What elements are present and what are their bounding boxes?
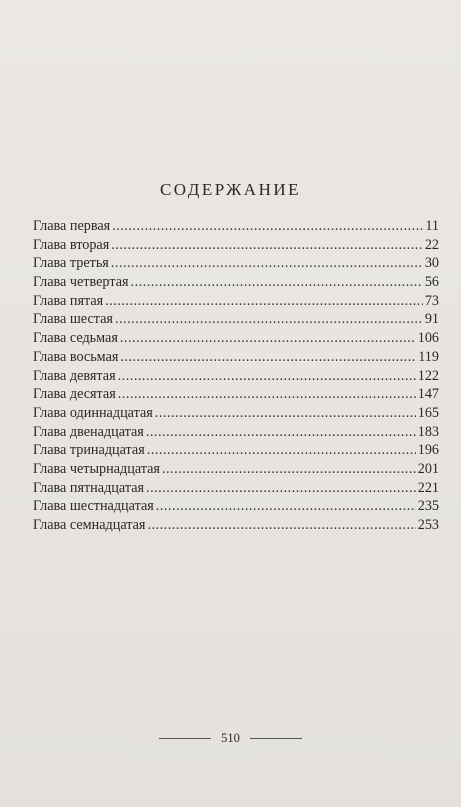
toc-entry — [33, 404, 439, 423]
toc-entry — [33, 292, 439, 311]
toc-entry — [33, 441, 439, 460]
toc-entry-page: 119 — [418, 348, 439, 365]
toc-entry-page: 253 — [417, 517, 439, 533]
toc-entry-label: Глава одиннадцатая — [33, 404, 153, 421]
toc-entry-label: Глава пятая — [33, 292, 104, 309]
toc-entry — [33, 367, 439, 386]
footer-rule-right — [250, 738, 302, 739]
toc-entry — [33, 329, 439, 348]
toc-entry-label: Глава пятнадцатая — [33, 479, 145, 496]
toc-entry — [33, 497, 439, 516]
toc-leader-dots — [120, 348, 416, 367]
toc-entry-page: 183 — [417, 423, 439, 440]
toc-entry — [33, 479, 439, 498]
toc-entry-page: 73 — [424, 292, 439, 309]
toc-entry-page: 196 — [417, 442, 439, 459]
toc-entry-label: Глава четырнадцатая — [33, 460, 160, 477]
toc-entry-page: 201 — [417, 460, 439, 477]
toc-entry — [33, 310, 439, 329]
toc-entry-label: Глава четвертая — [33, 274, 129, 291]
toc-leader-dots — [146, 423, 416, 442]
toc-leader-dots — [155, 404, 416, 423]
toc-leader-dots — [115, 310, 423, 329]
toc-leader-dots — [147, 516, 415, 535]
toc-entry-label: Глава восьмая — [33, 348, 119, 365]
toc-entry-label: Глава вторая — [33, 236, 110, 253]
toc-entry-label: Глава третья — [33, 255, 109, 272]
toc-leader-dots — [112, 217, 423, 236]
toc-entry-label: Глава семнадцатая — [33, 517, 146, 533]
toc-entry-page: 91 — [424, 311, 439, 328]
toc-entry-label: Глава шестнадцатая — [33, 498, 154, 515]
toc-entry-page: 11 — [425, 218, 439, 234]
toc-entry-page: 30 — [424, 255, 439, 272]
toc-entry-label: Глава первая — [33, 218, 111, 234]
toc-entry — [33, 273, 439, 292]
toc-entry-label: Глава седьмая — [33, 330, 118, 347]
toc-entry-page: 106 — [417, 330, 439, 347]
toc-leader-dots — [147, 441, 416, 460]
toc-entry-label: Глава девятая — [33, 367, 116, 384]
toc-entry — [33, 460, 439, 479]
toc-entry-label: Глава тринадцатая — [33, 442, 145, 459]
table-of-contents — [33, 217, 439, 535]
toc-entry-page: 235 — [417, 498, 439, 515]
page-title: СОДЕРЖАНИЕ — [159, 180, 302, 199]
toc-entry-page: 56 — [424, 274, 439, 291]
toc-leader-dots — [111, 254, 423, 273]
page-number: 510 — [221, 731, 240, 745]
toc-leader-dots — [162, 460, 416, 479]
toc-entry-label: Глава двенадцатая — [33, 423, 144, 440]
toc-leader-dots — [118, 385, 416, 404]
toc-entry — [33, 348, 439, 367]
toc-leader-dots — [156, 497, 416, 516]
toc-entry-page: 165 — [417, 404, 439, 421]
toc-entry — [33, 516, 439, 535]
page-footer — [0, 731, 461, 746]
toc-leader-dots — [146, 479, 416, 498]
toc-entry-label: Глава десятая — [33, 386, 116, 403]
toc-leader-dots — [118, 367, 416, 386]
toc-leader-dots — [111, 236, 423, 255]
toc-leader-dots — [105, 292, 423, 311]
toc-entry-label: Глава шестая — [33, 311, 113, 328]
toc-entry-page: 221 — [417, 479, 439, 496]
toc-entry — [33, 217, 439, 236]
toc-entry — [33, 254, 439, 273]
toc-entry-page: 22 — [424, 236, 439, 253]
toc-entry-page: 122 — [417, 367, 439, 384]
toc-leader-dots — [120, 329, 416, 348]
toc-entry-page: 147 — [417, 386, 439, 403]
footer-rule-left — [159, 738, 211, 739]
toc-entry — [33, 385, 439, 404]
toc-leader-dots — [131, 273, 423, 292]
toc-entry — [33, 236, 439, 255]
toc-entry — [33, 423, 439, 442]
